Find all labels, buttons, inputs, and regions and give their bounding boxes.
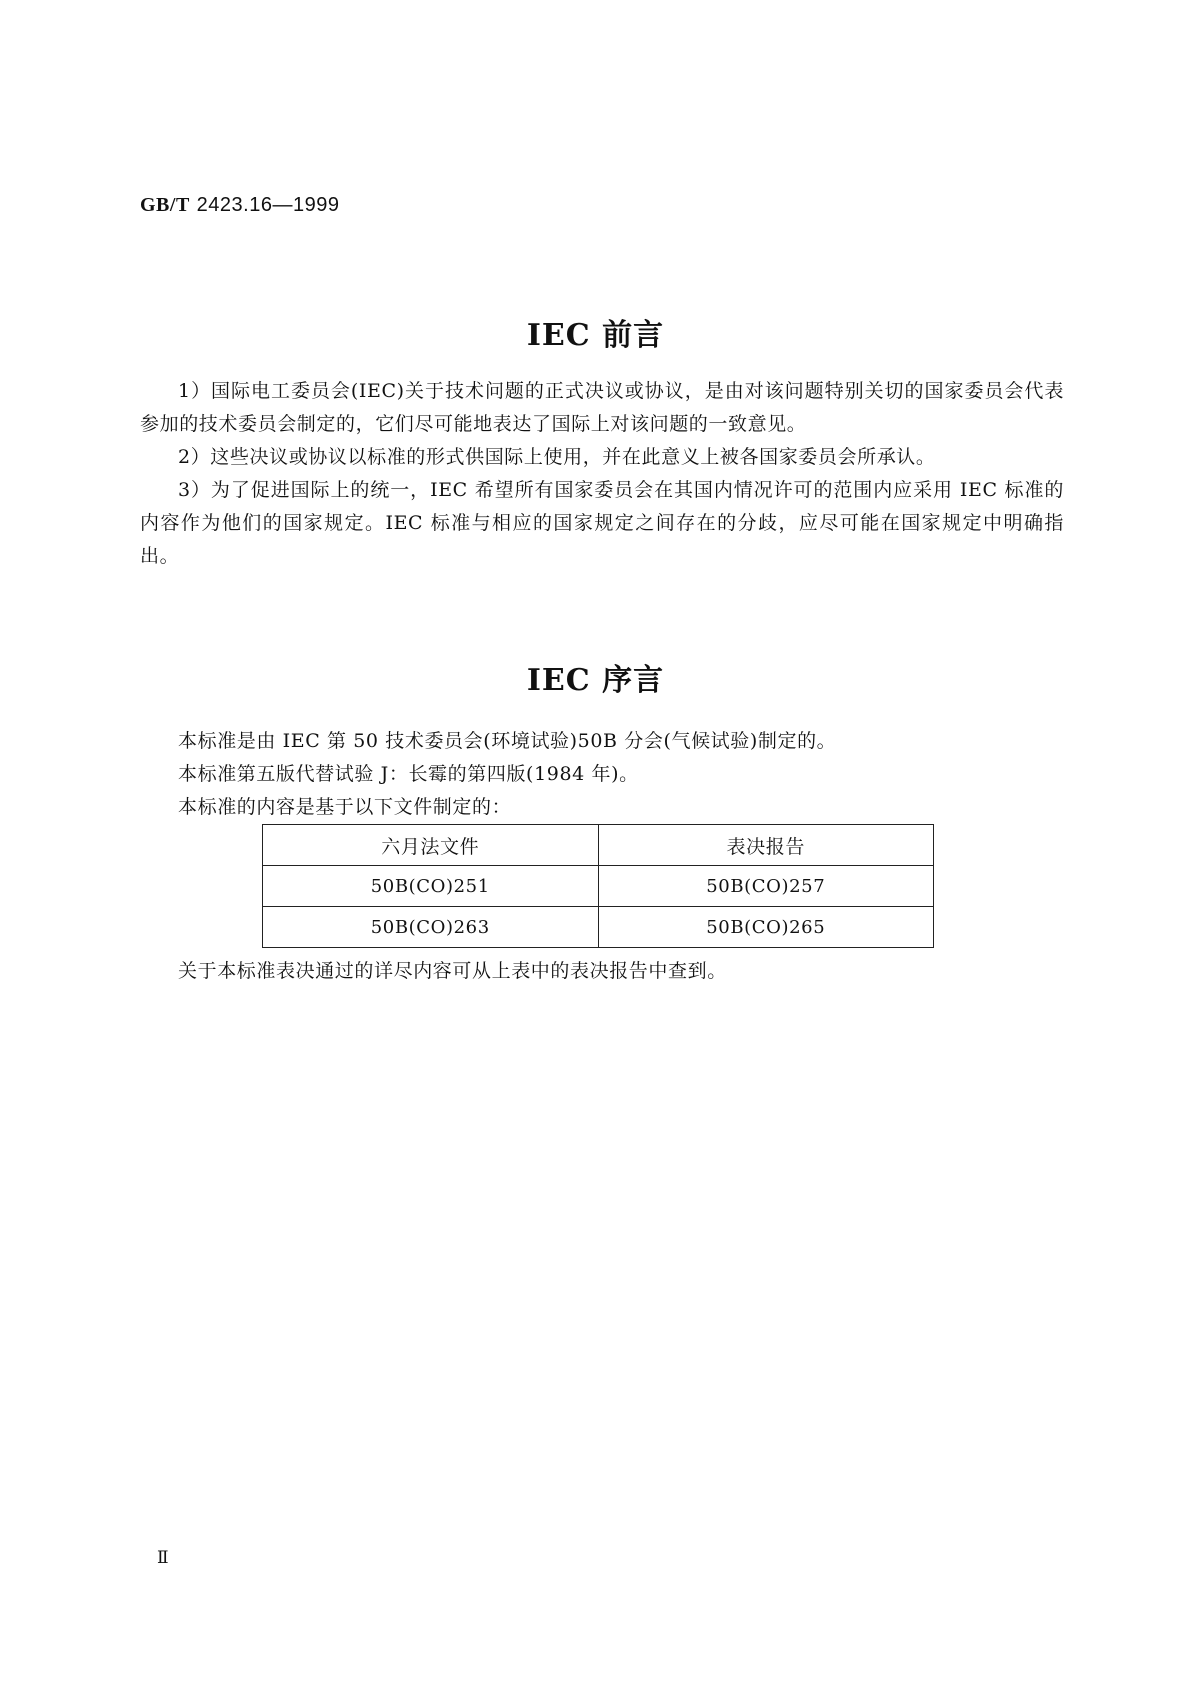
preface-line-1: 本标准是由 IEC 第 50 技术委员会(环境试验)50B 分会(气候试验)制定的。 [178, 730, 837, 752]
preface-title: IEC 序言 [526, 663, 665, 698]
preface-line-2: 本标准第五版代替试验 J：长霉的第四版(1984 年)。 [178, 763, 639, 785]
standard-number: 2423.16—1999 [196, 194, 340, 216]
table-header-row [263, 825, 934, 866]
table-row [263, 907, 934, 948]
page-number: Ⅱ [157, 1548, 169, 1567]
foreword-paragraph-3: 3）为了促进国际上的统一，IEC 希望所有国家委员会在其国内情况许可的范围内应采用 IEC 标准的内容作为他们的国家规定。IEC 标准与相应的国家规定之间存在的分歧，应尽可能在国家规定中明确指出。 [140, 479, 1064, 567]
table-cell: 50B(CO)265 [598, 907, 934, 948]
table-header-cell: 表决报告 [598, 825, 934, 866]
foreword-paragraph-1: 1）国际电工委员会(IEC)关于技术问题的正式决议或协议，是由对该问题特别关切的国家委员会代表参加的技术委员会制定的，它们尽可能地表达了国际上对该问题的一致意见。 [140, 380, 1064, 435]
table-cell: 50B(CO)263 [263, 907, 599, 948]
table-row [263, 866, 934, 907]
document-table [262, 824, 934, 948]
preface-line-3: 本标准的内容是基于以下文件制定的： [178, 796, 512, 818]
standard-code [140, 192, 339, 217]
standard-prefix: GB/T [140, 194, 190, 216]
table-cell: 50B(CO)251 [263, 866, 599, 907]
table-header-cell: 六月法文件 [263, 825, 599, 866]
table-cell: 50B(CO)257 [598, 866, 934, 907]
foreword-title: IEC 前言 [526, 318, 665, 353]
foreword-paragraph-2: 2）这些决议或协议以标准的形式供国际上使用，并在此意义上被各国家委员会所承认。 [178, 446, 936, 468]
preface-closing: 关于本标准表决通过的详尽内容可从上表中的表决报告中查到。 [178, 960, 727, 982]
